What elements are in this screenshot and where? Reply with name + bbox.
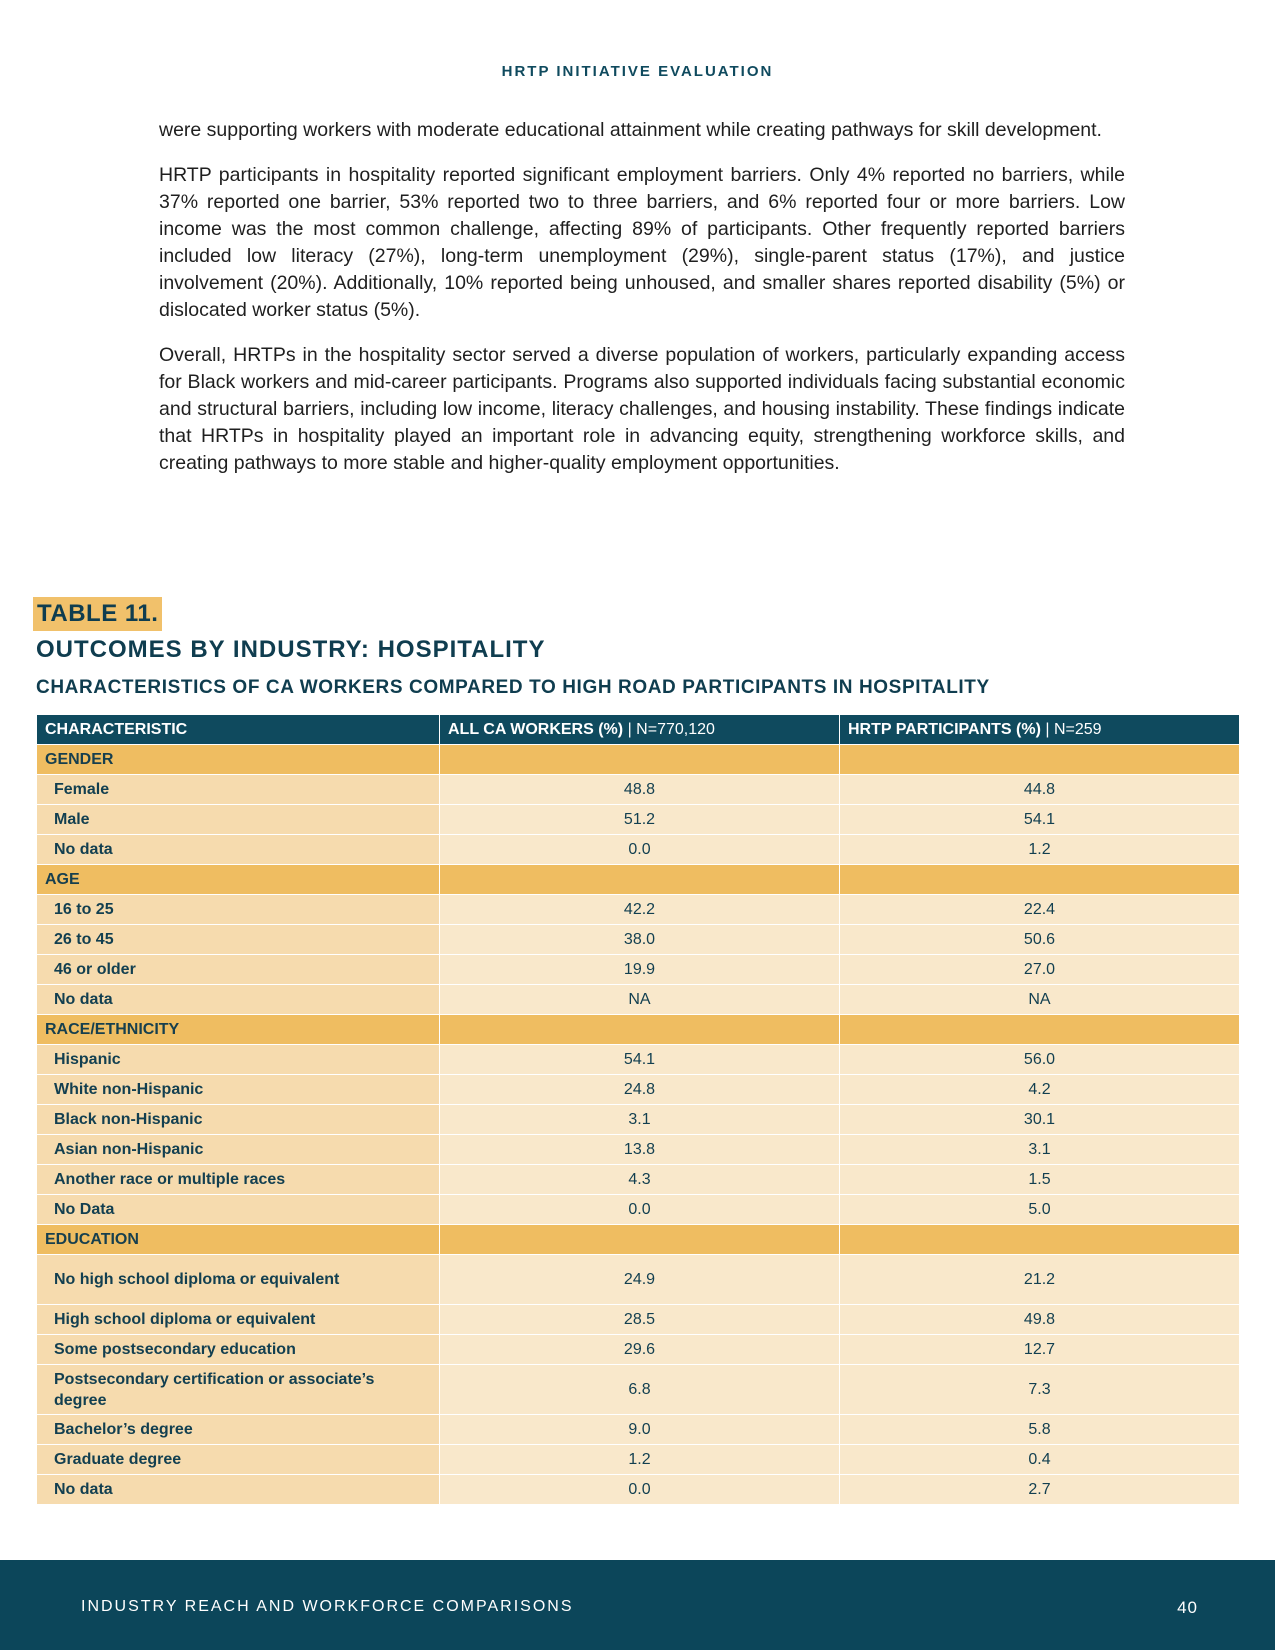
hrtp-value: NA <box>840 985 1240 1015</box>
row-label: High school diploma or equivalent <box>37 1305 440 1335</box>
section-label: GENDER <box>37 745 440 775</box>
row-label: No data <box>37 985 440 1015</box>
row-label: No Data <box>37 1195 440 1225</box>
ca-workers-value: 3.1 <box>440 1105 840 1135</box>
paragraph: were supporting workers with moderate educational attainment while creating pathways for skill development. <box>159 119 1102 141</box>
ca-workers-value: 51.2 <box>440 805 840 835</box>
row-label: 46 or older <box>37 955 440 985</box>
hrtp-value: 3.1 <box>840 1135 1240 1165</box>
table-row <box>37 1195 1240 1225</box>
hrtp-value: 2.7 <box>840 1475 1240 1505</box>
section-label: EDUCATION <box>37 1225 440 1255</box>
hrtp-value: 30.1 <box>840 1105 1240 1135</box>
section-label: AGE <box>37 865 440 895</box>
ca-workers-value: 24.9 <box>440 1255 840 1305</box>
characteristics-table <box>36 714 1240 1505</box>
hrtp-value: 49.8 <box>840 1305 1240 1335</box>
table-row <box>37 1335 1240 1365</box>
table-header-row <box>37 715 1240 745</box>
row-label: Postsecondary certification or associate’s degree <box>37 1365 440 1415</box>
row-label: Black non-Hispanic <box>37 1105 440 1135</box>
hrtp-value: 4.2 <box>840 1075 1240 1105</box>
section-row <box>37 745 1240 775</box>
ca-workers-value: 38.0 <box>440 925 840 955</box>
running-head: HRTP INITIATIVE EVALUATION <box>501 63 774 80</box>
hrtp-value: 5.8 <box>840 1415 1240 1445</box>
header-characteristic: CHARACTERISTIC <box>37 715 440 745</box>
ca-workers-value: 19.9 <box>440 955 840 985</box>
table-row <box>37 1365 1240 1415</box>
ca-workers-value: 54.1 <box>440 1045 840 1075</box>
table-row <box>37 1415 1240 1445</box>
header-ca-workers-label: ALL CA WORKERS (%) <box>448 720 624 738</box>
ca-workers-value: NA <box>440 985 840 1015</box>
header-hrtp-n: | N=259 <box>1045 720 1102 738</box>
ca-workers-value: 1.2 <box>440 1445 840 1475</box>
row-label: Graduate degree <box>37 1445 440 1475</box>
hrtp-value: 44.8 <box>840 775 1240 805</box>
ca-workers-value: 6.8 <box>440 1365 840 1415</box>
hrtp-value: 0.4 <box>840 1445 1240 1475</box>
row-label: Hispanic <box>37 1045 440 1075</box>
row-label: 26 to 45 <box>37 925 440 955</box>
header-hrtp-label: HRTP PARTICIPANTS (%) <box>848 720 1041 738</box>
header-hrtp <box>840 715 1240 745</box>
ca-workers-value: 29.6 <box>440 1335 840 1365</box>
table-body <box>37 745 1240 1505</box>
hrtp-value: 22.4 <box>840 895 1240 925</box>
table-row <box>37 775 1240 805</box>
page-number: 40 <box>1177 1598 1198 1617</box>
body-text <box>159 117 1125 495</box>
ca-workers-value: 9.0 <box>440 1415 840 1445</box>
table-row <box>37 805 1240 835</box>
table-row <box>37 925 1240 955</box>
section-row <box>37 865 1240 895</box>
row-label: No data <box>37 1475 440 1505</box>
section-spacer <box>840 1225 1240 1255</box>
paragraph: HRTP participants in hospitality reported significant employment barriers. Only 4% reported no barriers, while 37% reported one barrier, 53% reported two to three barriers, and 6% reported four or more barriers. Low income was the most common challenge, affecting 89% of participants. Other frequently reported barriers included low literacy (27%), long-term unemployment (29%), single-parent status (17%), and justice involvement (20%). Additionally, 10% reported being unhoused, and smaller shares reported disability (5%) or dislocated worker status (5%). <box>159 164 1125 321</box>
row-label: 16 to 25 <box>37 895 440 925</box>
table-row <box>37 835 1240 865</box>
header-ca-workers-n: | N=770,120 <box>627 720 715 738</box>
hrtp-value: 56.0 <box>840 1045 1240 1075</box>
hrtp-value: 12.7 <box>840 1335 1240 1365</box>
row-label: White non-Hispanic <box>37 1075 440 1105</box>
table-row <box>37 1045 1240 1075</box>
page-footer <box>0 1560 1275 1650</box>
table-row <box>37 985 1240 1015</box>
row-label: No data <box>37 835 440 865</box>
hrtp-value: 5.0 <box>840 1195 1240 1225</box>
table-subtitle: CHARACTERISTICS OF CA WORKERS COMPARED TO HIGH ROAD PARTICIPANTS IN HOSPITALITY <box>36 677 990 698</box>
hrtp-value: 21.2 <box>840 1255 1240 1305</box>
table-row <box>37 1255 1240 1305</box>
section-label: RACE/ETHNICITY <box>37 1015 440 1045</box>
ca-workers-value: 48.8 <box>440 775 840 805</box>
footer-section-title: INDUSTRY REACH AND WORKFORCE COMPARISONS <box>81 1598 574 1615</box>
row-label: Asian non-Hispanic <box>37 1135 440 1165</box>
section-spacer <box>440 1225 840 1255</box>
hrtp-value: 50.6 <box>840 925 1240 955</box>
hrtp-value: 27.0 <box>840 955 1240 985</box>
paragraph: Overall, HRTPs in the hospitality sector served a diverse population of workers, particularly expanding access for Black workers and mid-career participants. Programs also supported individuals facing substantial economic and structural barriers, including low income, literacy challenges, and housing instability. These findings indicate that HRTPs in hospitality played an important role in advancing equity, strengthening workforce skills, and creating pathways to more stable and higher-quality employment opportunities. <box>159 344 1125 474</box>
section-spacer <box>840 745 1240 775</box>
table-row <box>37 1105 1240 1135</box>
table-row <box>37 1445 1240 1475</box>
ca-workers-value: 0.0 <box>440 1195 840 1225</box>
table-row <box>37 1305 1240 1335</box>
ca-workers-value: 4.3 <box>440 1165 840 1195</box>
table-row <box>37 1165 1240 1195</box>
table-row <box>37 1135 1240 1165</box>
row-label: Bachelor’s degree <box>37 1415 440 1445</box>
section-spacer <box>440 865 840 895</box>
row-label: No high school diploma or equivalent <box>37 1255 440 1305</box>
ca-workers-value: 13.8 <box>440 1135 840 1165</box>
table-row <box>37 895 1240 925</box>
section-spacer <box>440 745 840 775</box>
ca-workers-value: 0.0 <box>440 1475 840 1505</box>
hrtp-value: 1.5 <box>840 1165 1240 1195</box>
table-title: OUTCOMES BY INDUSTRY: HOSPITALITY <box>36 636 546 663</box>
ca-workers-value: 42.2 <box>440 895 840 925</box>
ca-workers-value: 0.0 <box>440 835 840 865</box>
row-label: Male <box>37 805 440 835</box>
section-row <box>37 1015 1240 1045</box>
hrtp-value: 1.2 <box>840 835 1240 865</box>
table-row <box>37 955 1240 985</box>
header-ca-workers <box>440 715 840 745</box>
table-row <box>37 1075 1240 1105</box>
row-label: Female <box>37 775 440 805</box>
row-label: Some postsecondary education <box>37 1335 440 1365</box>
section-spacer <box>440 1015 840 1045</box>
ca-workers-value: 28.5 <box>440 1305 840 1335</box>
hrtp-value: 54.1 <box>840 805 1240 835</box>
table-number-label: TABLE 11. <box>33 597 162 631</box>
hrtp-value: 7.3 <box>840 1365 1240 1415</box>
row-label: Another race or multiple races <box>37 1165 440 1195</box>
section-spacer <box>840 865 1240 895</box>
table-row <box>37 1475 1240 1505</box>
section-spacer <box>840 1015 1240 1045</box>
ca-workers-value: 24.8 <box>440 1075 840 1105</box>
section-row <box>37 1225 1240 1255</box>
